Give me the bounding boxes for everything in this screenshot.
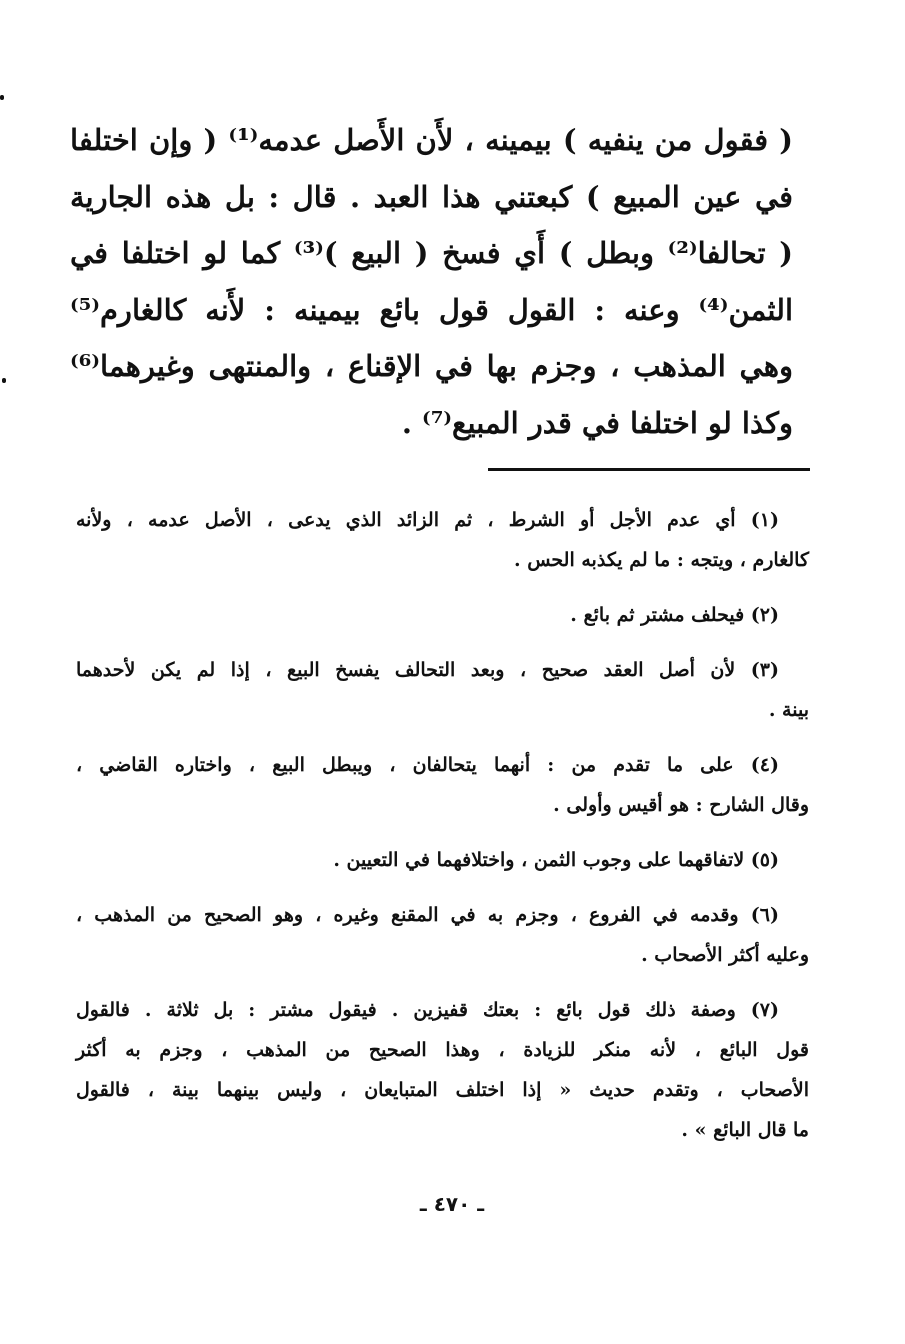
footnote-line: قول البائع ، لأنه منكر للزيادة ، وهذا الصحيح من المذهب ، وجزم به أكثر (76, 1039, 809, 1061)
footnote-1 (76, 500, 809, 580)
footnote-line: بينة . (768, 699, 809, 721)
footnote-2 (76, 595, 809, 635)
main-text-line: ( فقول من ينفيه ) بيمينه ، لأَن الأَصل عدمه⁽¹⁾ ( وإن اختلفا (70, 123, 793, 157)
main-body-text (70, 112, 793, 451)
footnote-5 (76, 840, 809, 880)
scan-edge-mark-middle (2, 378, 6, 383)
footnotes-section (76, 500, 809, 1165)
footnote-divider (488, 468, 810, 471)
footnote-line: (٦) وقدمه في الفروع ، وجزم به في المقنع وغيره ، وهو الصحيح من المذهب ، (76, 904, 779, 926)
footnote-7 (76, 990, 809, 1150)
main-text-line: ( تحالفا⁽²⁾ وبطل ) أَي فسخ ( البيع )⁽³⁾ كما لو اختلفا في (70, 236, 793, 270)
footnote-line: وقال الشارح : هو أقيس وأولى . (553, 794, 809, 816)
footnote-line: (٤) على ما تقدم من : أنهما يتحالفان ، ويبطل البيع ، واختاره القاضي ، (76, 754, 779, 776)
footnote-line: (٧) وصفة ذلك قول بائع : بعتك قفيزين . فيقول مشتر : بل ثلاثة . فالقول (76, 999, 779, 1021)
footnote-line: (٣) لأن أصل العقد صحيح ، وبعد التحالف يفسخ البيع ، إذا لم يكن لأحدهما (76, 659, 779, 681)
footnote-line: وعليه أكثر الأصحاب . (641, 944, 809, 966)
footnote-line: (١) أي عدم الأجل أو الشرط ، ثم الزائد الذي يدعى ، الأصل عدمه ، ولأنه (76, 509, 779, 531)
page-number: ـ ٤٧٠ ـ (419, 1192, 485, 1216)
scan-edge-mark-top (0, 95, 4, 100)
footnote-6 (76, 895, 809, 975)
main-text-line: في عين المبيع ) كبعتني هذا العبد . قال : بل هذه الجارية (70, 179, 793, 214)
main-text-line: وكذا لو اختلفا في قدر المبيع⁽⁷⁾ . (401, 405, 793, 440)
main-text-line: وهي المذهب ، وجزم بها في الإقناع ، والمنتهى وغيرهما⁽⁶⁾ (70, 349, 793, 383)
main-text-line: الثمن⁽⁴⁾ وعنه : القول قول بائع بيمينه : لأَنه كالغارم⁽⁵⁾ (70, 292, 793, 327)
footnote-line: كالغارم ، ويتجه : ما لم يكذبه الحس . (513, 549, 809, 571)
footnote-4 (76, 745, 809, 825)
footnote-line: ما قال البائع » . (681, 1119, 809, 1141)
footnote-line: (٢) فيحلف مشتر ثم بائع . (570, 604, 779, 626)
footnote-3 (76, 650, 809, 730)
footnote-line: الأصحاب ، وتقدم حديث « إذا اختلف المتبايعان ، وليس بينهما بينة ، فالقول (76, 1079, 809, 1101)
footnote-line: (٥) لاتفاقهما على وجوب الثمن ، واختلافهما في التعيين . (333, 849, 779, 871)
